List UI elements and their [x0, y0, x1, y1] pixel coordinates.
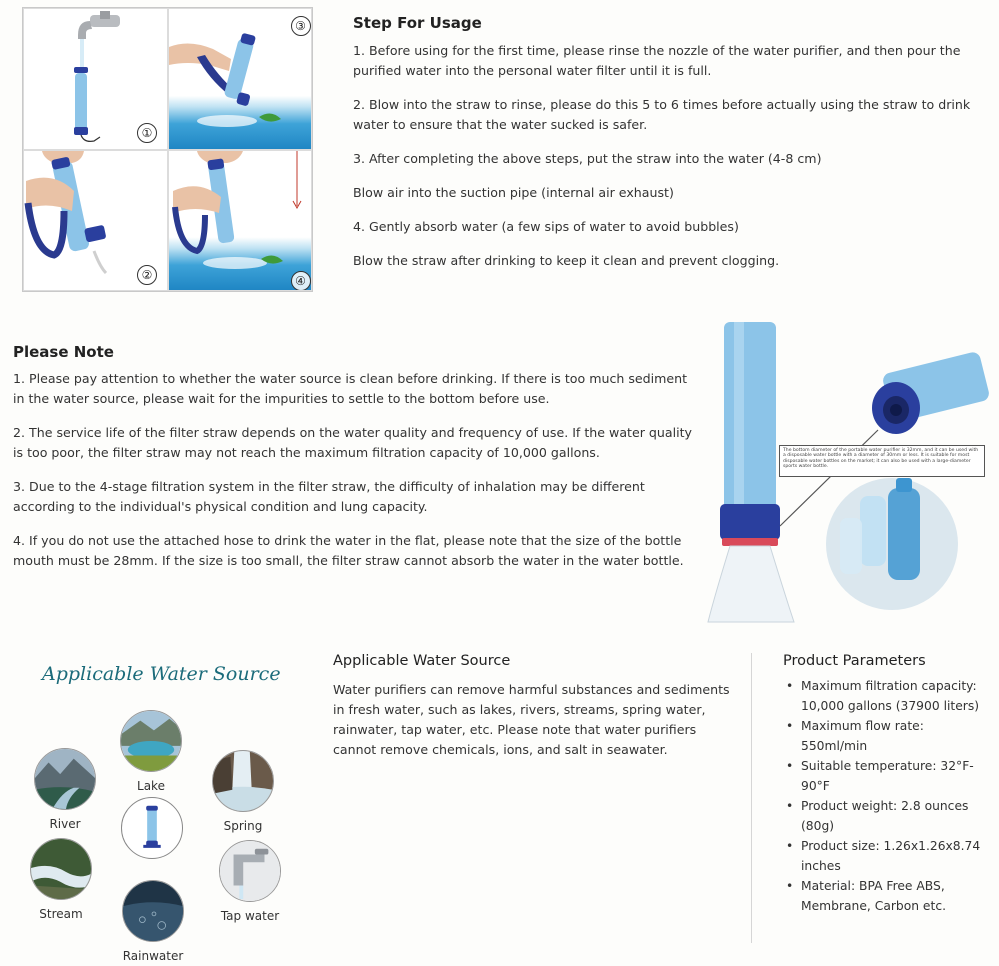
spring-image: [212, 750, 274, 812]
usage-step: 3. After completing the above steps, put the straw into the water (4-8 cm): [353, 151, 822, 166]
usage-step: Blow the straw after drinking to keep it clean and prevent clogging.: [353, 253, 780, 268]
parameter-item: • Maximum flow rate: 550ml/min: [783, 716, 983, 756]
source-stream: [28, 838, 94, 921]
step-number-1: ①: [137, 123, 157, 143]
usage-steps-list: [353, 41, 978, 285]
straw-in-water-illustration: [169, 9, 313, 150]
usage-step: 1. Before using for the first time, please rinse the nozzle of the water purifier, and then pour the purified water into the personal water filter until it is full.: [353, 43, 961, 78]
water-filter-straw-icon: [121, 797, 183, 859]
source-label-lake: Lake: [137, 779, 165, 793]
water-source-script-title: Applicable Water Source: [42, 663, 281, 685]
step-number-4: ④: [291, 271, 311, 291]
step-panel-2: [23, 150, 168, 292]
parameters-list: [783, 676, 983, 916]
parameters-heading: Product Parameters: [783, 653, 926, 669]
note-item: 3. Due to the 4-stage filtration system in the filter straw, the difficulty of inhalation may be different according to the individual's physical condition and lung capacity.: [13, 479, 645, 514]
source-rain: [118, 880, 188, 963]
usage-step: 2. Blow into the straw to rinse, please do this 5 to 6 times before actually using the straw to drink water to ensure that the water sucked is safer.: [353, 97, 971, 132]
rainwater-image: [122, 880, 184, 942]
step-panel-4: [168, 150, 313, 292]
parameter-item: • Material: BPA Free ABS, Membrane, Carbon etc.: [783, 876, 983, 916]
parameter-item: • Product size: 1.26x1.26x8.74 inches: [783, 836, 983, 876]
water-source-heading: Applicable Water Source: [333, 653, 511, 669]
source-label-river: River: [49, 817, 81, 831]
step-panel-3: [168, 8, 313, 150]
source-label-stream: Stream: [39, 907, 83, 921]
note-item: 4. If you do not use the attached hose to drink the water in the flat, please note that the size of the bottle mouth must be 28mm. If the size is too small, the filter straw cannot absorb the water in the water bottle.: [13, 533, 684, 568]
note-list: [13, 369, 693, 585]
source-label-tap: Tap water: [220, 909, 280, 923]
note-item: 2. The service life of the filter straw depends on the water quality and frequency of use. If the water quality is too poor, the filter straw may not reach the maximum filtration capacity of 10,000 gallons.: [13, 425, 692, 460]
section-divider: [751, 653, 752, 943]
source-river: [32, 748, 98, 831]
step-number-3: ③: [291, 16, 311, 36]
parameter-item: • Maximum filtration capacity: 10,000 gallons (37900 liters): [783, 676, 983, 716]
bottle-diameter-callout: The bottom diameter of the portable water purifier is 32mm, and it can be used with a disposable water bottle with a diameter of 30mm or less. It is suitable for most disposable water bottles on the market; it can also be used with a large-diameter sports water bottle.: [779, 445, 985, 477]
parameter-item: • Product weight: 2.8 ounces (80g): [783, 796, 983, 836]
source-label-spring: Spring: [223, 819, 263, 833]
water-source-description: Water purifiers can remove harmful substances and sediments in fresh water, such as lakes, rivers, streams, spring water, rainwater, tap water, etc. Please note that water purifiers cannot remove chemicals, ions, and salt in seawater.: [333, 682, 730, 757]
usage-step: 4. Gently absorb water (a few sips of water to avoid bubbles): [353, 219, 739, 234]
usage-steps-illustration: [22, 7, 313, 292]
usage-step: Blow air into the suction pipe (internal air exhaust): [353, 185, 674, 200]
step-number-2: ②: [137, 265, 157, 285]
note-title: Please Note: [13, 343, 114, 361]
source-spring: [208, 750, 278, 833]
usage-title: Step For Usage: [353, 14, 482, 32]
stream-image: [30, 838, 92, 900]
note-item: 1. Please pay attention to whether the water source is clean before drinking. If there is too much sediment in the water source, please wait for the impurities to settle to the bottom before use.: [13, 371, 688, 406]
straw-center-icon: [119, 797, 185, 862]
source-tap: [210, 840, 290, 923]
parameter-item: • Suitable temperature: 32°F-90°F: [783, 756, 983, 796]
drink-water-illustration: [169, 151, 313, 292]
step-panel-1: [23, 8, 168, 150]
source-lake: [118, 710, 184, 793]
tap-water-image: [219, 840, 281, 902]
river-image: [34, 748, 96, 810]
lake-image: [120, 710, 182, 772]
source-label-rain: Rainwater: [122, 949, 184, 963]
